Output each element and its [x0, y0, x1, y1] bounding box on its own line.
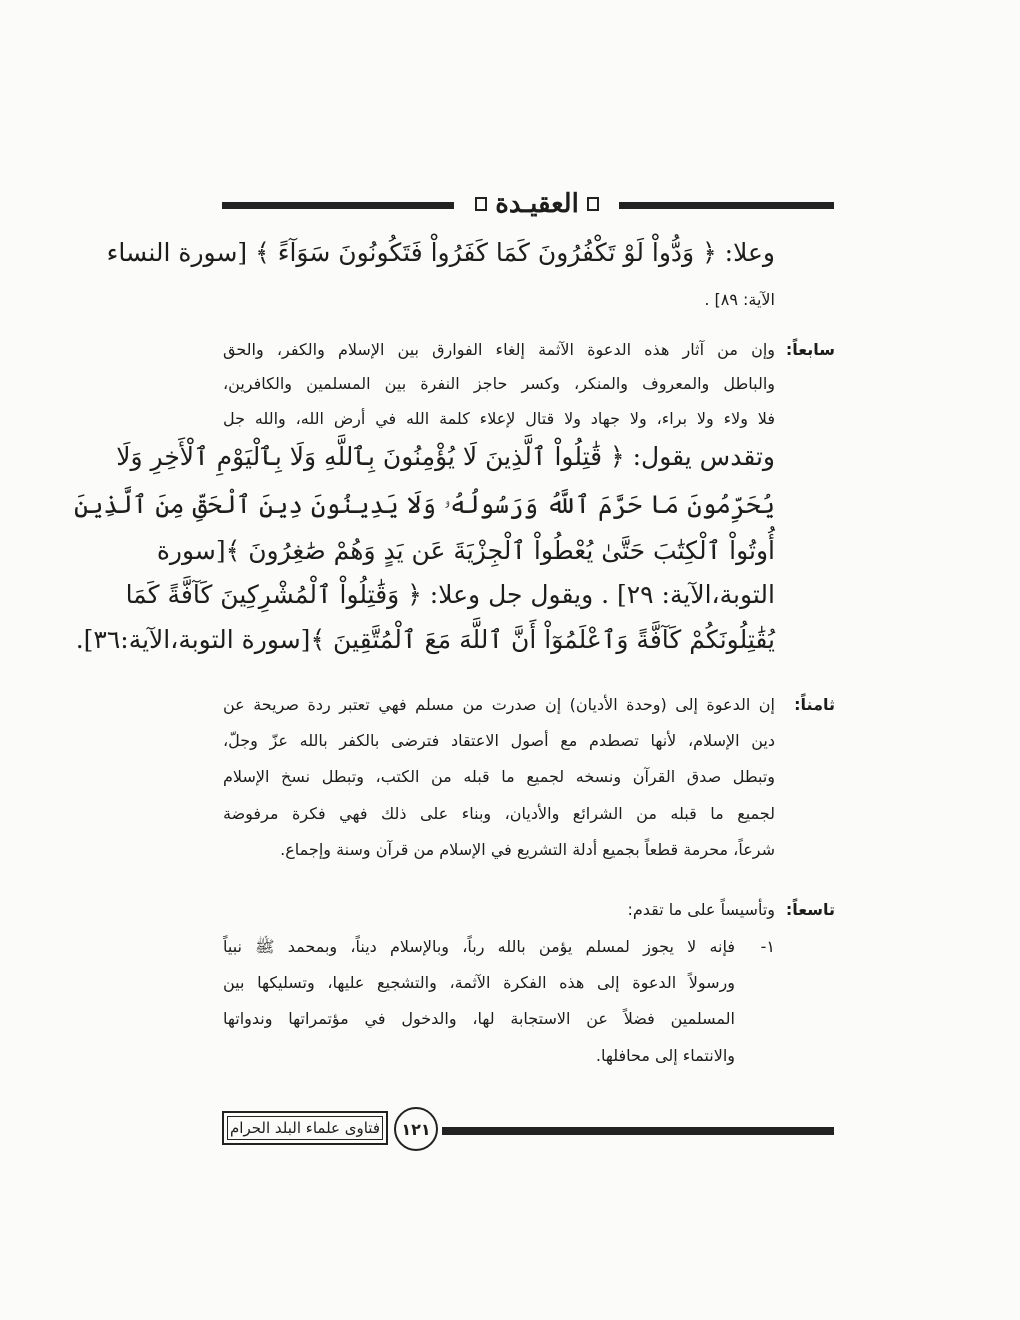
book-title: فتاوى علماء البلد الحرام	[227, 1116, 383, 1140]
square-ornament-icon	[587, 197, 599, 211]
page-number: ١٢١	[394, 1107, 438, 1151]
text-line: وتقدس يقول: ﴿ قَٰتِلُواْ ٱلَّذِينَ لَا يُؤْمِنُونَ بِٱللَّهِ وَلَا بِٱلْيَوْمِ ٱلْأَخِرِ وَلَا	[116, 442, 775, 471]
text-line: وتأسيساً على ما تقدم:	[627, 900, 775, 919]
text-line: وإن من آثار هذه الدعوة الآثمة إلغاء الفوارق بين الإسلام والكفر، والحق	[223, 340, 775, 359]
square-ornament-icon	[475, 197, 487, 211]
text-line: إن الدعوة إلى (وحدة الأديان) إن صدرت من مسلم فهي تعتبر ردة صريحة عن	[223, 695, 775, 714]
header-title-group	[456, 184, 618, 224]
text-line: يُحَرِّمُونَ مَا حَرَّمَ ٱللَّهُ وَرَسُولُهُۥ وَلَا يَدِينُونَ دِينَ ٱلْحَقِّ مِنَ ٱلَّذِينَ	[74, 490, 775, 519]
list-item-line: ورسولاً الدعوة إلى هذه الفكرة الآثمة، والتشجيع عليها، وتسليكها بين	[223, 973, 735, 992]
header-rule-right	[619, 202, 834, 209]
text-line: دين الإسلام، لأنها تصطدم مع أصول الاعتقاد فترضى بالكفر بالله عزّ وجلّ،	[223, 731, 775, 750]
page-footer	[222, 1107, 834, 1153]
text-line: وتبطل صدق القرآن ونسخه لجميع ما قبله من الكتب، وتبطل نسخ الإسلام	[223, 767, 775, 786]
book-title-box	[222, 1111, 388, 1145]
text-line: لجميع ما قبله من الشرائع والأديان، وبناء على ذلك فهي فكرة مرفوضة	[223, 804, 775, 823]
text-line: الآية: ٨٩] .	[704, 290, 775, 309]
list-item-line: فإنه لا يجوز لمسلم يؤمن بالله رباً، وبالإسلام ديناً، وبمحمد ﷺ نبياً	[223, 937, 735, 956]
text-line: شرعاً، محرمة قطعاً بجميع أدلة التشريع في الإسلام من قرآن وسنة وإجماع.	[280, 840, 775, 859]
list-item-line: المسلمين فضلاً عن الاستجابة لها، والدخول في مؤتمراتها وندواتها	[223, 1009, 735, 1028]
text-line: أُوتُواْ ٱلْكِتَٰبَ حَتَّىٰ يُعْطُواْ ٱلْجِزْيَةَ عَن يَدٍ وَهُمْ صَٰغِرُونَ ﴾[سورة	[156, 536, 775, 565]
list-item-number: ١-	[760, 937, 775, 956]
page-header	[222, 184, 834, 224]
header-rule-left	[222, 202, 454, 209]
text-line: فلا ولاء ولا براء، ولا جهاد ولا قتال لإعلاء كلمة الله في أرض الله، والله جل	[223, 409, 775, 428]
text-line: والباطل والمعروف والمنكر، وكسر حاجز النفرة بين المسلمين والكافرين،	[223, 374, 775, 393]
text-line: يُقَٰتِلُونَكُمْ كَآفَّةً وَٱعْلَمُوٓاْ أَنَّ ٱللَّهَ مَعَ ٱلْمُتَّقِينَ ﴾[سورة التوبة،الآية:٣٦].	[75, 625, 775, 654]
chapter-title: العقيـدة	[495, 189, 579, 219]
section-label-eighth: ثامناً:	[794, 695, 835, 714]
text-line: التوبة،الآية: ٢٩] . ويقول جل وعلا: ﴿ وَقَٰتِلُواْ ٱلْمُشْرِكِينَ كَآفَّةً كَمَا	[125, 580, 775, 609]
list-item-line: والانتماء إلى محافلها.	[595, 1046, 735, 1065]
text-line: وعلا: ﴿ وَدُّواْ لَوْ تَكْفُرُونَ كَمَا كَفَرُواْ فَتَكُونُونَ سَوَآءً ﴾ [سورة النساء	[106, 238, 775, 267]
section-label-seventh: سابعاً:	[785, 340, 835, 359]
section-label-ninth: تاسعاً:	[785, 900, 835, 919]
footer-rule	[442, 1127, 834, 1135]
